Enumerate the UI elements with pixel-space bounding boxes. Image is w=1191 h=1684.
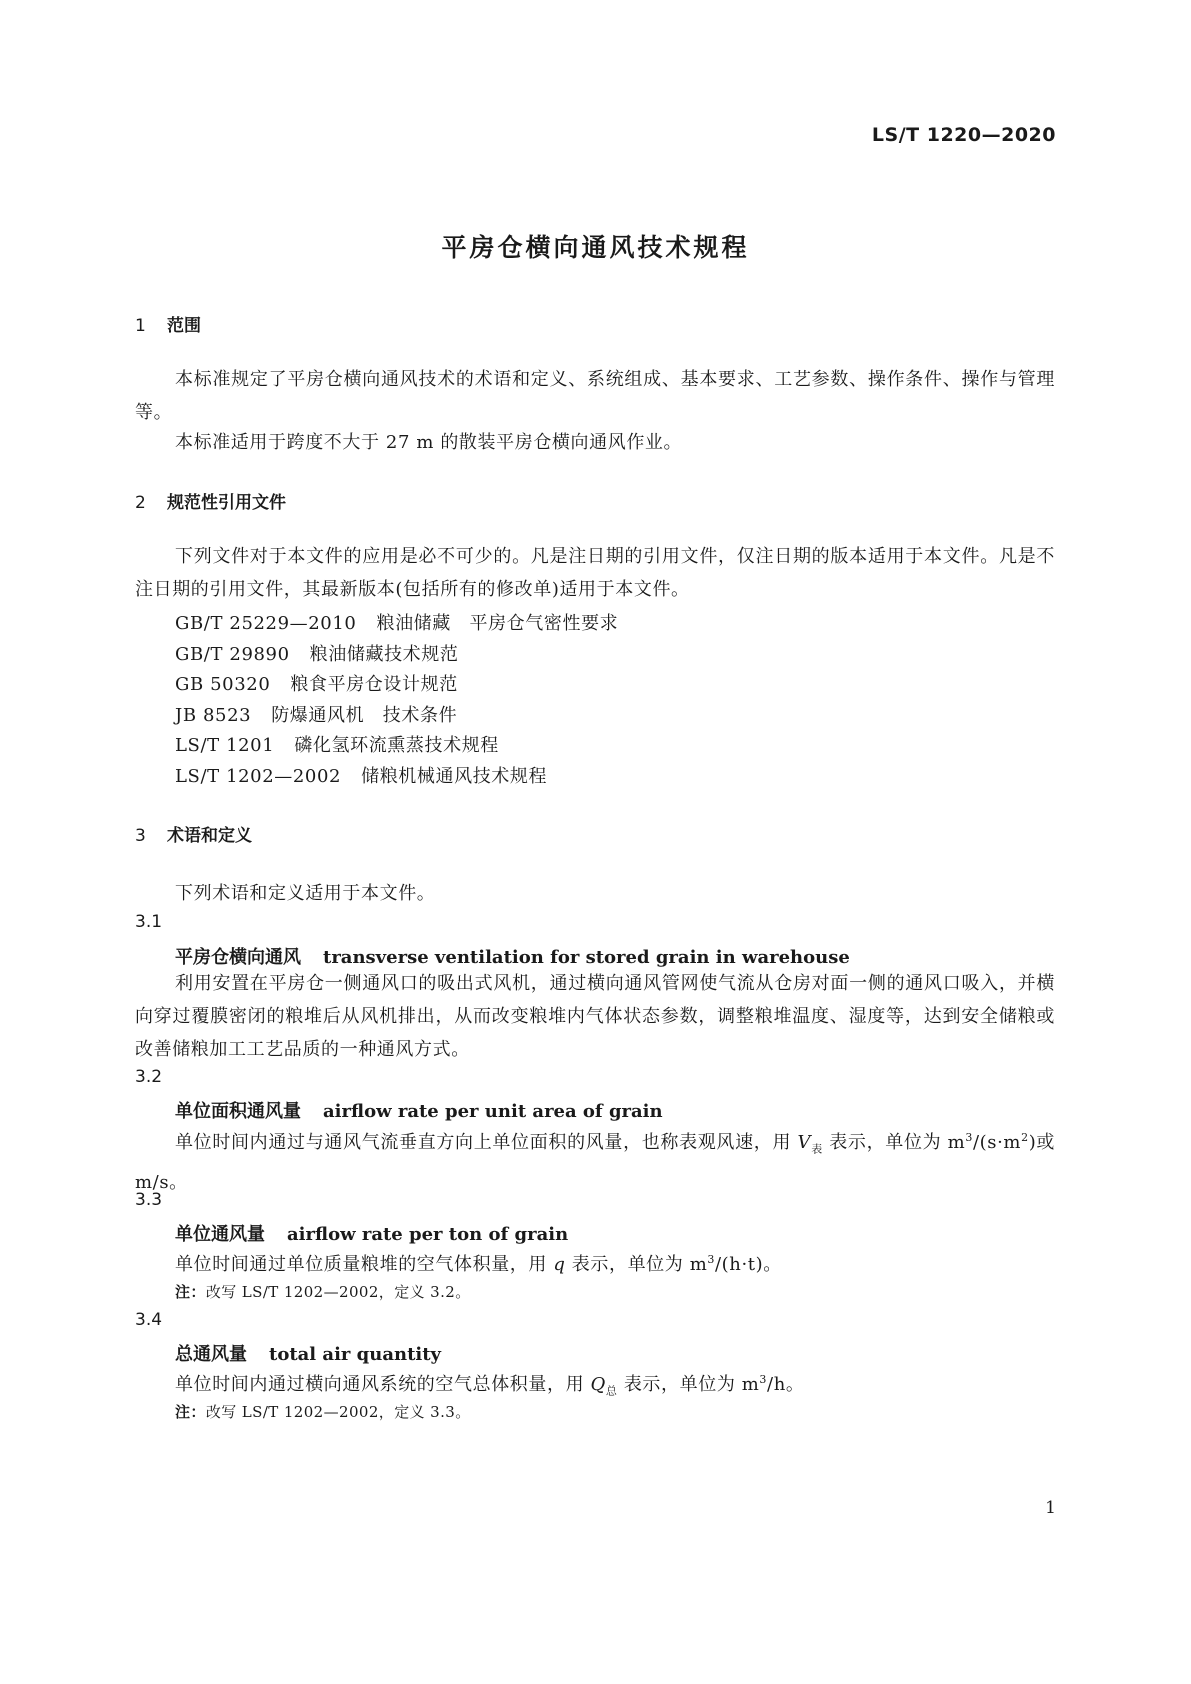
section-2-paragraph: 下列文件对于本文件的应用是必不可少的。凡是注日期的引用文件，仅注日期的版本适用于本文件。凡是不注日期的引用文件，其最新版本(包括所有的修改单)适用于本文件。 bbox=[135, 546, 1055, 600]
reference-code: GB 50320 bbox=[175, 674, 271, 695]
reference-item bbox=[175, 670, 458, 696]
note-label: 注： bbox=[175, 1403, 206, 1421]
term-english: transverse ventilation for stored grain in warehouse bbox=[323, 947, 850, 968]
reference-code: LS/T 1202—2002 bbox=[175, 766, 342, 787]
reference-code: GB/T 25229—2010 bbox=[175, 613, 357, 634]
reference-item bbox=[175, 731, 499, 757]
section-1-paragraph-1: 本标准规定了平房仓横向通风技术的术语和定义、系统组成、基本要求、工艺参数、操作条件、操作与管理等。 bbox=[135, 369, 1055, 423]
section-title: 范围 bbox=[167, 316, 201, 336]
reference-code: LS/T 1201 bbox=[175, 735, 275, 756]
section-number: 2 bbox=[135, 493, 146, 513]
section-number: 3 bbox=[135, 826, 146, 846]
reference-title: 磷化氢环流熏蒸技术规程 bbox=[294, 735, 499, 756]
note-text: 改写 LS/T 1202—2002，定义 3.3。 bbox=[205, 1403, 471, 1421]
standard-code: LS/T 1220—2020 bbox=[871, 124, 1056, 146]
clause-number: 3.1 bbox=[135, 912, 163, 932]
variable-symbol: V bbox=[797, 1132, 812, 1153]
section-2-heading bbox=[135, 488, 286, 513]
reference-item bbox=[175, 701, 457, 727]
term-entry bbox=[175, 1220, 568, 1246]
term-english: airflow rate per ton of grain bbox=[287, 1224, 569, 1245]
section-1-heading bbox=[135, 311, 201, 336]
reference-item bbox=[175, 640, 458, 666]
note bbox=[175, 1401, 471, 1422]
page-number: 1 bbox=[1045, 1498, 1056, 1518]
term-entry bbox=[175, 943, 850, 969]
term-chinese: 总通风量 bbox=[175, 1344, 247, 1365]
variable-symbol: q bbox=[553, 1254, 566, 1275]
section-number: 1 bbox=[135, 316, 146, 336]
clause-number: 3.2 bbox=[135, 1067, 163, 1087]
term-definition: 单位时间内通过横向通风系统的空气总体积量，用 $Q_总$ 表示，单位为 $m^3/h$。 bbox=[175, 1373, 805, 1398]
section-title: 术语和定义 bbox=[167, 826, 252, 846]
section-title: 规范性引用文件 bbox=[167, 493, 286, 513]
document-title: 平房仓横向通风技术规程 bbox=[441, 233, 750, 262]
note-label: 注： bbox=[175, 1283, 206, 1301]
term-chinese: 单位面积通风量 bbox=[175, 1101, 301, 1122]
term-chinese: 单位通风量 bbox=[175, 1224, 265, 1245]
term-entry bbox=[175, 1097, 663, 1123]
note bbox=[175, 1281, 471, 1302]
reference-title: 防爆通风机 技术条件 bbox=[271, 705, 458, 726]
reference-code: JB 8523 bbox=[175, 705, 252, 726]
variable-symbol: Q bbox=[590, 1374, 606, 1395]
term-definition: 单位时间通过单位质量粮堆的空气体积量，用 q 表示，单位为 $m^3/(h\cdot t)$。 bbox=[175, 1253, 782, 1275]
reference-code: GB/T 29890 bbox=[175, 644, 290, 665]
reference-title: 粮油储藏 平房仓气密性要求 bbox=[376, 613, 619, 634]
reference-title: 粮油储藏技术规范 bbox=[309, 644, 459, 665]
reference-title: 粮食平房仓设计规范 bbox=[290, 674, 458, 695]
section-3-intro: 下列术语和定义适用于本文件。 bbox=[175, 883, 436, 904]
section-3-heading bbox=[135, 821, 252, 846]
reference-title: 储粮机械通风技术规程 bbox=[361, 766, 548, 787]
reference-item bbox=[175, 609, 618, 635]
term-entry bbox=[175, 1340, 441, 1366]
term-definition: 利用安置在平房仓一侧通风口的吸出式风机，通过横向通风管网使气流从仓房对面一侧的通风口吸入，并横向穿过覆膜密闭的粮堆后从风机排出，从而改变粮堆内气体状态参数，调整粮堆温度、湿度等，达到安全储粮或改善储粮加工工艺品质的一种通风方式。 bbox=[135, 973, 1055, 1060]
term-definition: 单位时间内通过与通风气流垂直方向上单位面积的风量，也称表观风速，用 $V_表$ 表示，单位为 $m^3/(s\cdot m^2)$或 m/s。 bbox=[135, 1131, 1055, 1193]
term-english: airflow rate per unit area of grain bbox=[323, 1101, 663, 1122]
note-text: 改写 LS/T 1202—2002，定义 3.2。 bbox=[205, 1283, 471, 1301]
reference-item bbox=[175, 762, 547, 788]
term-english: total air quantity bbox=[269, 1344, 442, 1365]
term-chinese: 平房仓横向通风 bbox=[175, 947, 301, 968]
clause-number: 3.4 bbox=[135, 1310, 163, 1330]
section-1-paragraph-2: 本标准适用于跨度不大于 27 m 的散装平房仓横向通风作业。 bbox=[175, 432, 683, 453]
clause-number: 3.3 bbox=[135, 1190, 163, 1210]
